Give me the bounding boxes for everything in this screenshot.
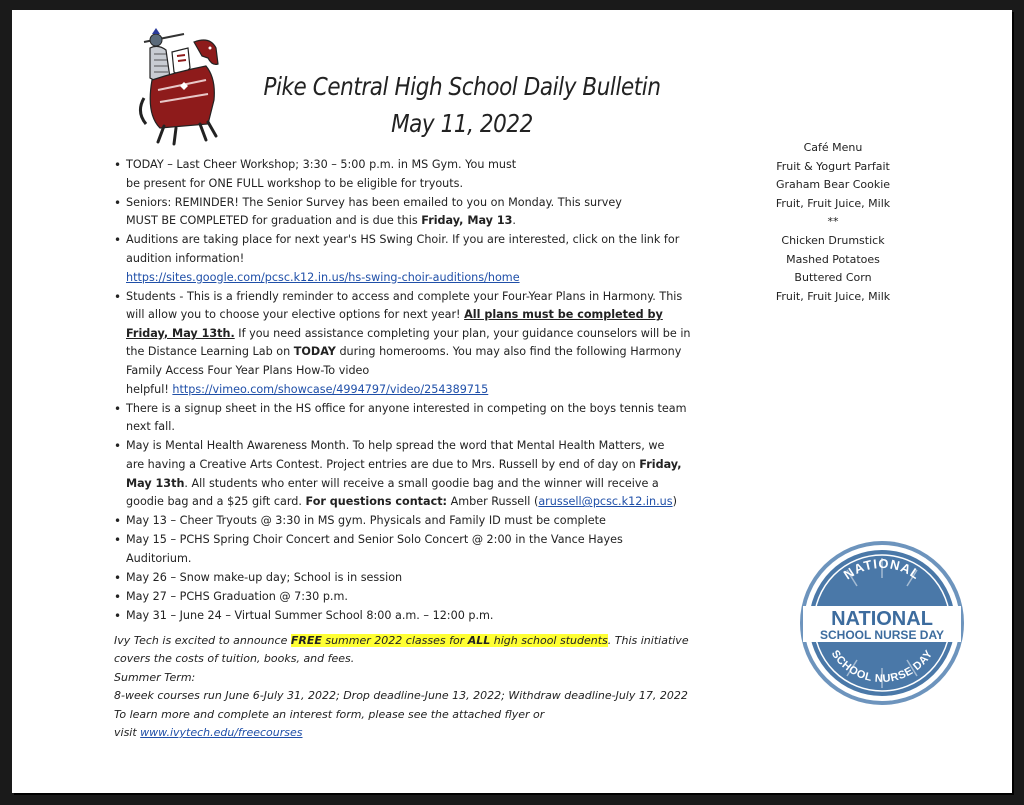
ivy-line: covers the costs of tuition, books, and fees.: [114, 652, 355, 666]
badge-bottom-text: SCHOOL NURSE DAY: [828, 648, 936, 686]
menu-item: Buttered Corn: [794, 271, 872, 285]
menu-item: Fruit, Fruit Juice, Milk: [775, 196, 891, 210]
list-item: [112, 194, 702, 231]
national-school-nurse-day-badge: [797, 538, 967, 708]
menu-item: Fruit, Fruit Juice, Milk: [775, 289, 891, 303]
ivy-line: To learn more and complete an interest form, please see the attached flyer or: [114, 707, 545, 721]
item-text: • There is a signup sheet in the HS office for anyone interested in competing on the boys tennis team: [126, 401, 687, 415]
menu-title: Café Menu: [803, 141, 863, 154]
list-item: [112, 531, 702, 568]
item-text: next fall.: [126, 420, 175, 434]
item-text: are having a Creative Arts Contest. Project entries are due to Mrs. Russell by end of day on Friday,: [126, 458, 682, 471]
item-text: • Students - This is a friendly reminder to access and complete your Four-Year Plans in Harmony. This: [126, 289, 683, 303]
list-item: [112, 437, 702, 511]
item-text: • May 15 – PCHS Spring Choir Concert and Senior Solo Concert @ 2:00 in the Vance Hayes: [126, 533, 623, 547]
announcement-list: [112, 156, 702, 626]
menu-item: Fruit & Yogurt Parfait: [776, 159, 890, 173]
item-text: May 13th. All students who enter will receive a small goodie bag and the winner will receive a: [126, 476, 659, 490]
item-text: • Auditions are taking place for next year's HS Swing Choir. If you are interested, click on the link for: [126, 233, 680, 247]
item-text: • May 27 – PCHS Graduation @ 7:30 p.m.: [126, 590, 348, 604]
list-item: [112, 231, 702, 287]
email-link[interactable]: arussell@pcsc.k12.in.us: [538, 495, 673, 509]
item-text: • May 26 – Snow make-up day; School is in session: [126, 571, 403, 585]
item-text: Friday, May 13th. If you need assistance completing your plan, your guidance counselors will be in: [126, 326, 691, 340]
harmony-video-link[interactable]: https://vimeo.com/showcase/4994797/video/254389715: [172, 382, 489, 396]
menu-separator: **: [827, 215, 839, 229]
menu-item: Chicken Drumstick: [781, 233, 885, 247]
menu-item: Mashed Potatoes: [786, 252, 880, 266]
item-text: the Distance Learning Lab on TODAY during homerooms. You may also find the following Harmony: [126, 345, 682, 359]
list-item: [112, 156, 702, 193]
knight-on-horse-icon: [136, 28, 226, 146]
title-date: May 11, 2022: [391, 109, 533, 138]
item-text: helpful! https://vimeo.com/showcase/4994797/video/254389715: [126, 382, 489, 396]
list-item: [112, 588, 702, 607]
item-text: MUST BE COMPLETED for graduation and is due this Friday, May 13.: [126, 214, 516, 228]
menu-item: Graham Bear Cookie: [775, 178, 891, 192]
list-item: [112, 288, 702, 400]
list-item: [112, 569, 702, 588]
item-text: will allow you to choose your elective options for next year! All plans must be completed by: [126, 308, 663, 322]
badge-main-line-1: NATIONAL: [831, 608, 933, 630]
badge-top-text: NATIONAL: [840, 555, 924, 583]
ivy-tech-notice: [114, 632, 714, 742]
title-line-1: Pike Central High School Daily Bulletin: [263, 72, 661, 101]
item-text: • TODAY – Last Cheer Workshop; 3:30 – 5:00 p.m. in MS Gym. You must: [126, 158, 517, 171]
ivy-line: Ivy Tech is excited to announce FREE summer 2022 classes for ALL high school students. This initiative: [114, 634, 689, 647]
ivy-tech-link[interactable]: www.ivytech.edu/freecourses: [140, 726, 303, 740]
page-title: [230, 68, 694, 142]
ivy-line: visit www.ivytech.edu/freecourses: [114, 726, 303, 740]
list-item: [112, 512, 702, 531]
ivy-line: Summer Term:: [114, 670, 196, 684]
item-text: audition information!: [126, 251, 245, 265]
item-text: • May 13 – Cheer Tryouts @ 3:30 in MS gym. Physicals and Family ID must be complete: [126, 514, 606, 528]
ivy-line: 8-week courses run June 6-July 31, 2022; Drop deadline-June 13, 2022; Withdraw deadline-July 17, 2022: [114, 689, 688, 703]
item-text: Auditorium.: [126, 551, 192, 565]
item-text: • Seniors: REMINDER! The Senior Survey has been emailed to you on Monday. This survey: [126, 195, 622, 209]
list-item: [112, 607, 702, 626]
item-text: Family Access Four Year Plans How-To video: [126, 364, 370, 378]
list-item: [112, 400, 702, 437]
item-text: be present for ONE FULL workshop to be eligible for tryouts.: [126, 176, 464, 190]
item-text: • May 31 – June 24 – Virtual Summer School 8:00 a.m. – 12:00 p.m.: [126, 609, 494, 623]
bulletin-page: [12, 10, 1012, 793]
swing-choir-link[interactable]: https://sites.google.com/pcsc.k12.in.us/hs-swing-choir-auditions/home: [126, 270, 520, 284]
cafe-menu: [752, 139, 914, 306]
item-text: goodie bag and a $25 gift card. For questions contact: Amber Russell (arussell@pcsc.k12.in.us): [126, 495, 677, 509]
item-text: • May is Mental Health Awareness Month. To help spread the word that Mental Health Matters, we: [126, 439, 665, 453]
badge-main-line-2: SCHOOL NURSE DAY: [819, 628, 945, 642]
